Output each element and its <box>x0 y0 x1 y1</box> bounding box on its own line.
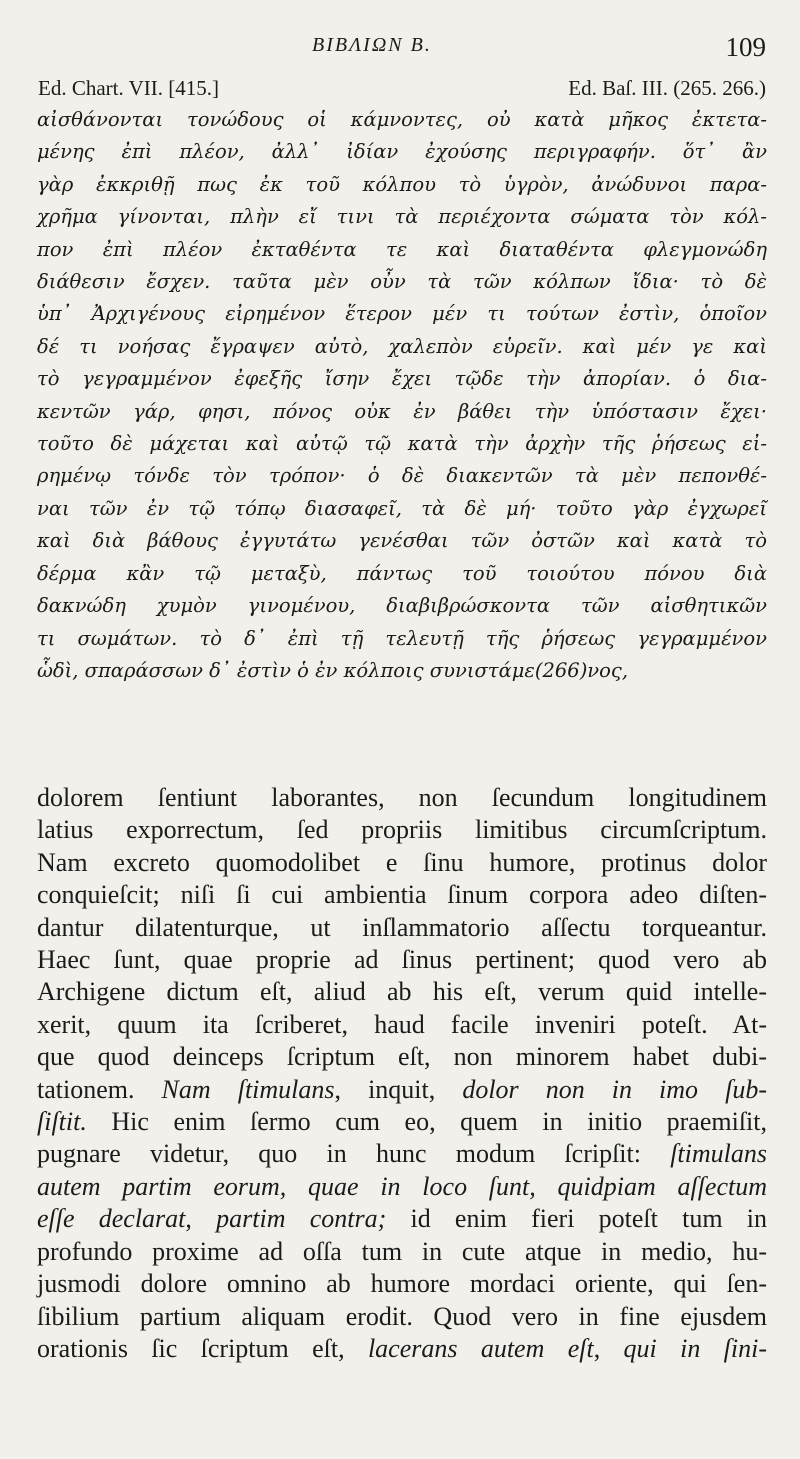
greek-line: δακνώδη χυμὸν γινομένου, διαβιβρώσκοντα τῶν αἰσθητικῶν <box>37 594 767 618</box>
greek-line: ρημένῳ τόνδε τὸν τρόπον· ὁ δὲ διακεντῶν τὰ μὲν πεπονθέ- <box>37 464 767 488</box>
latin-line <box>37 1009 767 1041</box>
greek-line: διάθεσιν ἔσχεν. ταῦτα μὲν οὖν τὰ τῶν κόλπων ἴδια· τὸ δὲ <box>37 270 767 294</box>
running-title: BIBΛIΩN B. <box>312 34 432 56</box>
latin-roman-segment: Archigene dictum eſt, aliud ab his eſt, verum quid intelle- <box>37 977 767 1007</box>
latin-line <box>37 1041 767 1073</box>
latin-line <box>37 1301 767 1333</box>
latin-line <box>37 1171 767 1203</box>
latin-roman-segment: id enim fieri poteſt tum in <box>386 1204 767 1234</box>
greek-line: χρῆμα γίνονται, πλὴν εἴ τινι τὰ περιέχοντα σώματα τὸν κόλ- <box>37 205 767 229</box>
latin-line <box>37 847 767 879</box>
greek-line: πον ἐπὶ πλέον ἐκταθέντα τε καὶ διαταθέντα φλεγμονώδη <box>37 237 767 261</box>
latin-italic-segment: dolor non in imo ſub- <box>462 1074 767 1104</box>
latin-text-block <box>37 782 767 1365</box>
latin-italic-segment: Nam ſtimulans <box>161 1074 335 1104</box>
latin-roman-segment: profundo proxime ad oſſa tum in cute atque in medio, hu- <box>37 1236 767 1266</box>
greek-line: δέ τι νοήσας ἔγραψεν αὐτὸ, χαλεπὸν εὑρεῖν. καὶ μέν γε καὶ <box>37 334 767 358</box>
greek-text-block <box>37 104 767 687</box>
greek-line: κεντῶν γάρ, φησι, πόνος οὐκ ἐν βάθει τὴν ὑπόστασιν ἔχει· <box>37 399 767 423</box>
greek-line: τοῦτο δὲ μάχεται καὶ αὐτῷ τῷ κατὰ τὴν ἀρχὴν τῆς ῥήσεως εἰ- <box>37 432 767 456</box>
latin-roman-segment: xerit, quum ita ſcriberet, haud facile inveniri poteſt. At- <box>37 1009 767 1039</box>
greek-line: τὸ γεγραμμένον ἐφεξῆς ἴσην ἔχει τῷδε τὴν ἀπορίαν. ὁ δια- <box>37 367 767 391</box>
latin-roman-segment: latius exporrectum, ſed propriis limitibus circumſcriptum. <box>37 815 767 845</box>
latin-roman-segment: Haec ſunt, quae proprie ad ſinus pertinent; quod vero ab <box>37 945 767 975</box>
greek-line: τι σωμάτων. τὸ δ᾽ ἐπὶ τῇ τελευτῇ τῆς ῥήσεως γεγραμμένον <box>37 626 767 650</box>
latin-line <box>37 814 767 846</box>
latin-italic-segment: eſſe declarat <box>37 1204 186 1234</box>
latin-roman-segment: orationis ſic ſcriptum eſt, <box>37 1333 368 1363</box>
edition-chart-reference: Ed. Chart. VII. [415.] <box>38 76 219 100</box>
latin-italic-segment: ſtimulans <box>670 1139 767 1169</box>
latin-line <box>37 912 767 944</box>
greek-line: δέρμα κἂν τῷ μεταξὺ, πάντως τοῦ τοιούτου πόνου διὰ <box>37 561 767 585</box>
latin-roman-segment: conquieſcit; niſi ſi cui ambientia ſinum corpora adeo diſten- <box>37 880 767 910</box>
edition-references <box>38 76 766 104</box>
greek-line: γὰρ ἐκκριθῇ πως ἐκ τοῦ κόλπου τὸ ὑγρὸν, ἀνώδυνοι παρα- <box>37 172 767 196</box>
latin-roman-segment: pugnare videtur, quo in hunc modum ſcripſit: <box>37 1139 671 1169</box>
latin-roman-segment: dantur dilatenturque, ut inſlammatorio aſſectu torqueantur. <box>37 912 767 942</box>
latin-italic-segment: autem partim eorum, quae in loco ſunt, quidpiam aſſectum <box>37 1171 767 1201</box>
latin-italic-segment: lacerans autem eſt <box>367 1333 594 1363</box>
edition-basel-reference: Ed. Baſ. III. (265. 266.) <box>568 76 766 100</box>
greek-line: αἰσθάνονται τονώδους οἱ κάμνοντες, οὐ κατὰ μῆκος ἐκτετα- <box>37 108 767 131</box>
latin-roman-segment: , <box>593 1333 624 1363</box>
latin-line <box>37 879 767 911</box>
latin-roman-segment: que quod deinceps ſcriptum eſt, non minorem habet dubi- <box>37 1042 767 1072</box>
greek-line: ὧδὶ, σπαράσσων δ᾽ ἐστὶν ὁ ἐν κόλποις συνιστάμε(266)νος, <box>37 658 629 682</box>
latin-line <box>37 782 767 814</box>
latin-roman-segment: ſibilium partium aliquam erodit. Quod vero in fine ejusdem <box>37 1301 767 1331</box>
latin-roman-segment: , inquit, <box>334 1074 463 1104</box>
latin-roman-segment: , <box>185 1204 217 1234</box>
greek-line: μένης ἐπὶ πλέον, ἀλλ᾽ ἰδίαν ἐχούσης περιγραφήν. ὅτ᾽ ἂν <box>37 140 767 164</box>
latin-roman-segment: Hic enim ſermo cum eo, quem in initio praemiſit, <box>86 1107 767 1137</box>
latin-italic-segment: partim contra; <box>216 1204 387 1234</box>
latin-line <box>37 1106 767 1138</box>
latin-italic-segment: qui in ſini- <box>623 1333 768 1363</box>
latin-roman-segment: tationem. <box>37 1074 162 1104</box>
greek-line: ναι τῶν ἐν τῷ τόπῳ διασαφεῖ, τὰ δὲ μή· τοῦτο γὰρ ἐγχωρεῖ <box>37 496 767 520</box>
latin-line <box>37 1074 767 1106</box>
latin-roman-segment: Nam excreto quomodolibet e ſinu humore, protinus dolor <box>37 847 767 877</box>
latin-line <box>37 1236 767 1268</box>
latin-line <box>37 1268 767 1300</box>
running-head <box>0 32 800 62</box>
latin-line <box>37 1203 767 1235</box>
page-number: 109 <box>725 32 766 62</box>
latin-line <box>37 944 767 976</box>
latin-roman-segment: jusmodi dolore omnino ab humore mordaci oriente, qui ſen- <box>37 1269 767 1299</box>
greek-line: ὑπ᾽ Ἀρχιγένους εἰρημένον ἕτερον μέν τι τούτων ἐστὶν, ὁποῖον <box>37 302 767 326</box>
latin-line <box>37 976 767 1008</box>
latin-line <box>37 1138 767 1170</box>
latin-line <box>37 1333 767 1365</box>
latin-italic-segment: ſiſtit. <box>37 1107 87 1137</box>
latin-roman-segment: dolorem ſentiunt laborantes, non ſecundum longitudinem <box>37 783 767 812</box>
greek-line: καὶ διὰ βάθους ἐγγυτάτω γενέσθαι τῶν ὀστῶν καὶ κατὰ τὸ <box>37 529 767 553</box>
